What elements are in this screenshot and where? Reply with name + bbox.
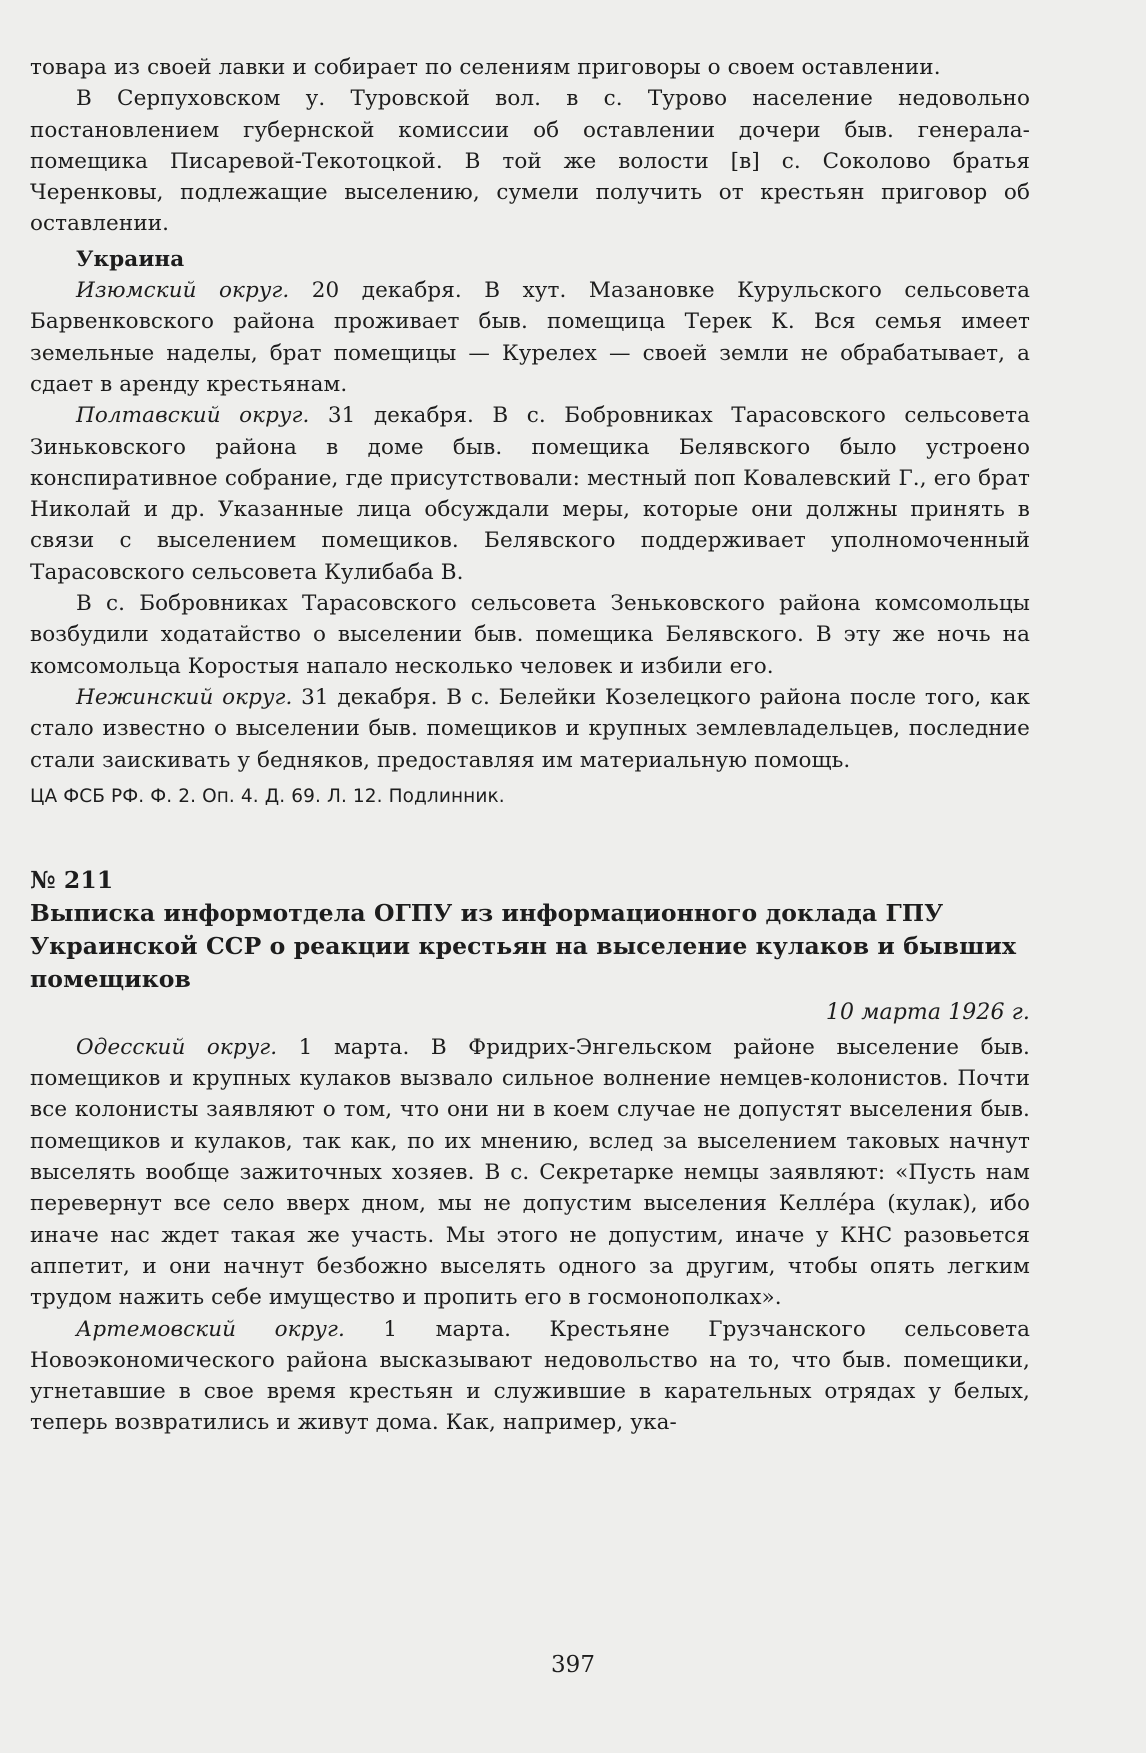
- entry-place: Артемовский округ.: [76, 1316, 345, 1342]
- entry-place: Нежинский округ.: [76, 684, 293, 710]
- document-title: Выписка информотдела ОГПУ из информационного доклада ГПУ Украинской ССР о реакции крестьян на выселение кулаков и бывших помещиков: [30, 898, 1017, 993]
- serpukhov-paragraph: В Серпуховском у. Туровской вол. в с. Турово население недовольно постановлением губернской комиссии об оставлении дочери быв. генерала-помещика Писаревой-Текотоцкой. В той же волости [в] с. Соколово братья Черенковы, подлежащие выселению, сумели получить от крестьян приговор об оставлении.: [30, 86, 1030, 237]
- report-entry-nezhin: [30, 682, 1030, 776]
- entry-text: 31 декабря. В с. Бобровниках Тарасовского сельсовета Зиньковского района в доме быв. помещика Белявского было устроено конспиративное собрание, где присутствовали: местный поп Ковалевский Г., его брат Николай и др. Указанные лица обсуждали меры, которые они должны принять в связи с выселением помещиков. Белявского поддерживает уполномоченный Тарасовского сельсовета Кулибаба В.: [30, 403, 1030, 585]
- section-heading-ukraine: Украина: [76, 246, 185, 272]
- report-entry-artemovsk: [30, 1314, 1030, 1439]
- entry-text: 20 декабря. В хут. Мазановке Курульского сельсовета Барвенковского района проживает быв. помещица Терек К. Вся семья имеет земельные наделы, брат помещицы — Курелех — своей земли не обрабатывает, а сдает в аренду крестьянам.: [30, 278, 1030, 397]
- entry-text: 1 марта. В Фридрих-Энгельском районе выселение быв. помещиков и крупных кулаков вызвало сильное волнение немцев-колонистов. Почти все колонисты заявляют о том, что они ни в коем случае не допустят выселения быв. помещиков и кулаков, так как, по их мнению, вслед за выселением таковых начнут выселять вообще зажиточных хозяев. В с. Секретарке немцы заявляют: «Пусть нам перевернут все село вверх дном, мы не допустим выселения Келле́ра (кулак), ибо иначе нас ждет такая же участь. Мы этого не допустим, иначе у КНС разовьется аппетит, и они начнут безбожно выселять одного за другим, чтобы опять легким трудом нажить себе имущество и пропить его в госмонополках».: [30, 1034, 1030, 1311]
- report-entry-poltava: [30, 400, 1030, 588]
- archive-source-note: ЦА ФСБ РФ. Ф. 2. Оп. 4. Д. 69. Л. 12. Подлинник.: [30, 785, 505, 807]
- entry-place: Полтавский округ.: [76, 403, 310, 429]
- page-number: 397: [551, 1652, 595, 1678]
- document-date: 10 марта 1926 г.: [825, 999, 1030, 1025]
- bobrovniki-paragraph: В с. Бобровниках Тарасовского сельсовета Зеньковского района комсомольцы возбудили ходатайство о выселении быв. помещика Белявского. В эту же ночь на комсомольца Коростыя напало несколько человек и избили его.: [30, 591, 1030, 679]
- entry-text: 1 марта. Крестьяне Грузчанского сельсовета Новоэкономического района высказывают недовольство на то, что быв. помещики, угнетавшие в свое время крестьян и служившие в карательных отрядах у белых, теперь возвратились и живут дома. Как, например, ука-: [30, 1316, 1030, 1436]
- document-number: № 211: [30, 865, 114, 894]
- book-page: [30, 52, 1030, 1439]
- entry-place: Одесский округ.: [76, 1034, 278, 1060]
- continuation-paragraph: товара из своей лавки и собирает по селениям приговоры о своем оставлении.: [30, 55, 941, 80]
- entry-text: 31 декабря. В с. Белейки Козелецкого района после того, как стало известно о выселении быв. помещиков и крупных землевладельцев, последние стали заискивать у бедняков, предоставляя им материальную помощь.: [30, 684, 1030, 773]
- report-entry-izyum: [30, 275, 1030, 400]
- entry-place: Изюмский округ.: [76, 278, 290, 304]
- report-entry-odessa: [30, 1032, 1030, 1314]
